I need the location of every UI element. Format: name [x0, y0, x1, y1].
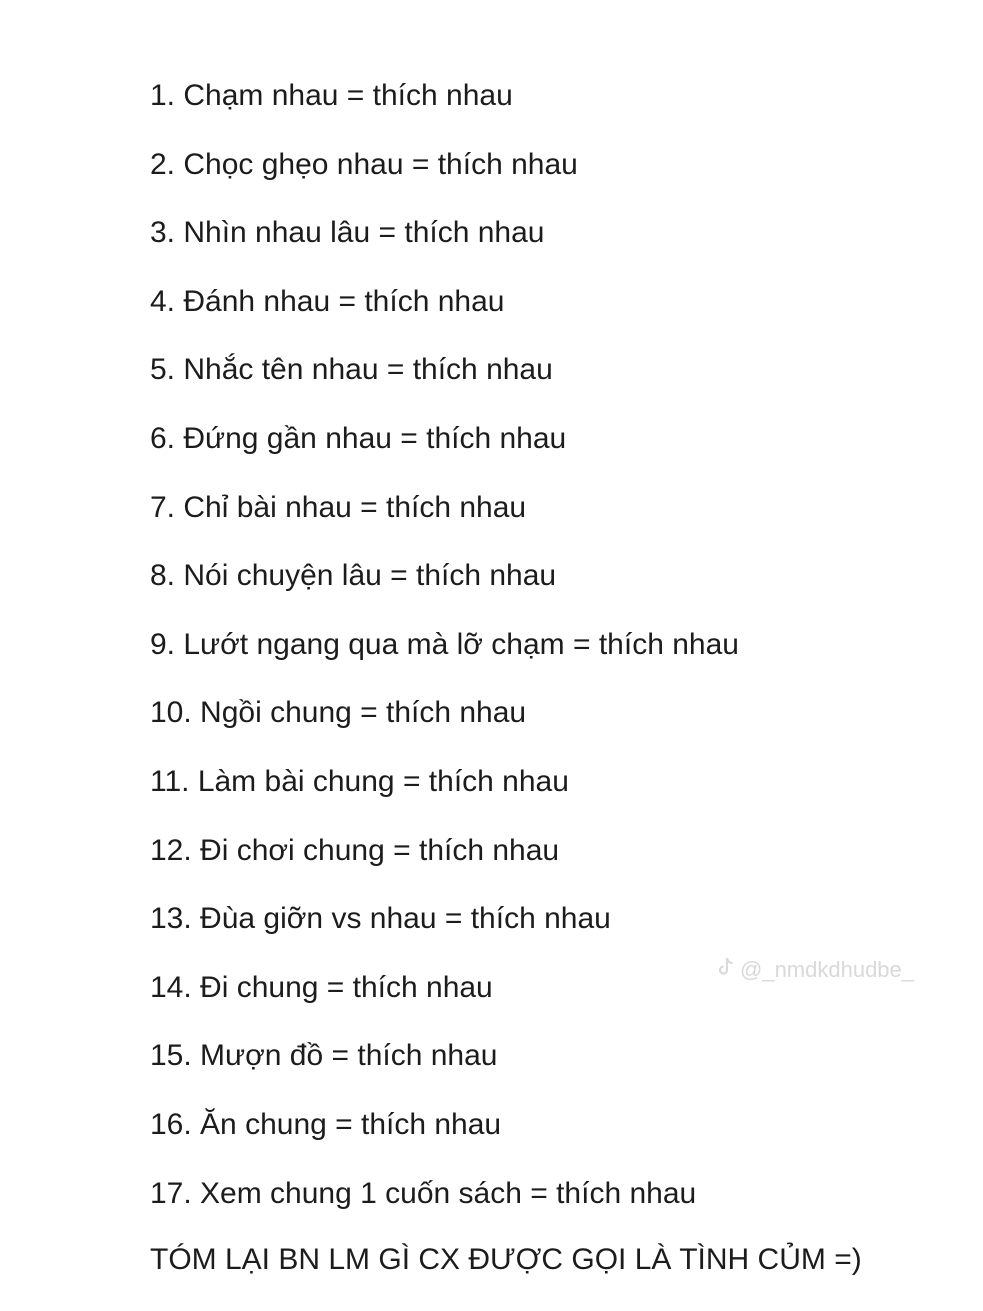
watermark — [718, 956, 914, 984]
tiktok-icon — [718, 956, 736, 984]
list-item: 17. Xem chung 1 cuốn sách = thích nhau — [150, 1176, 697, 1210]
list-item: 7. Chỉ bài nhau = thích nhau — [150, 490, 527, 524]
list-item: 3. Nhìn nhau lâu = thích nhau — [150, 216, 545, 250]
list-item: 5. Nhắc tên nhau = thích nhau — [150, 353, 553, 387]
list-item: 6. Đứng gần nhau = thích nhau — [150, 421, 567, 455]
list-item: 11. Làm bài chung = thích nhau — [150, 764, 569, 798]
list-item: 13. Đùa giỡn vs nhau = thích nhau — [150, 902, 611, 936]
summary-text: TÓM LẠI BN LM GÌ CX ĐƯỢC GỌI LÀ TÌNH CỦM =) — [150, 1243, 862, 1276]
list-item: 10. Ngồi chung = thích nhau — [150, 696, 527, 730]
list-item: 16. Ăn chung = thích nhau — [150, 1107, 502, 1141]
list-item: 8. Nói chuyện lâu = thích nhau — [150, 559, 557, 593]
list-item: 1. Chạm nhau = thích nhau — [150, 79, 513, 112]
list-item: 4. Đánh nhau = thích nhau — [150, 284, 505, 318]
list-item: 15. Mượn đồ = thích nhau — [150, 1039, 498, 1073]
statement-list — [150, 76, 739, 1242]
list-item: 9. Lướt ngang qua mà lỡ chạm = thích nhau — [150, 627, 739, 661]
watermark-handle: @_nmdkdhudbe_ — [740, 957, 915, 982]
list-item: 12. Đi chơi chung = thích nhau — [150, 833, 560, 867]
list-item: 2. Chọc ghẹo nhau = thích nhau — [150, 147, 578, 181]
list-item: 14. Đi chung = thích nhau — [150, 970, 493, 1004]
